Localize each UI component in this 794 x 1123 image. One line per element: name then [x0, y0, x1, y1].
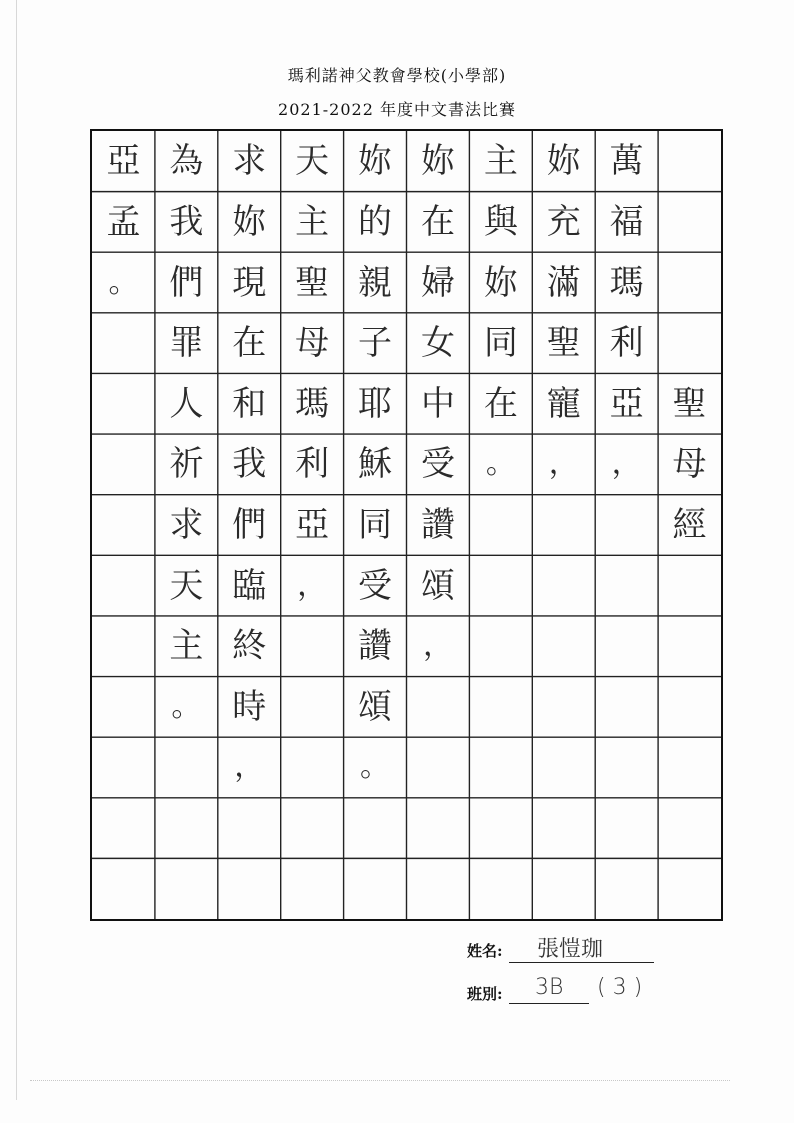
grid-character: 主: [169, 626, 204, 667]
grid-character: 天: [295, 141, 330, 182]
grid-character: 亞: [295, 504, 330, 545]
student-number: ( 3 ): [597, 975, 643, 1000]
grid-character: 滿: [546, 262, 581, 303]
grid-character: 女: [420, 323, 455, 364]
grid-character: 親: [358, 262, 393, 303]
name-label: 姓名:: [467, 942, 503, 960]
grid-character: 在: [420, 201, 455, 242]
scan-edge-bottom: [30, 1080, 730, 1082]
name-underline: [509, 962, 654, 963]
grid-character: 現: [232, 262, 267, 303]
grid-character: 福: [609, 201, 644, 242]
grid-character: 在: [483, 383, 518, 424]
grid-character: 天: [169, 565, 204, 606]
grid-punctuation: ，: [422, 628, 453, 664]
grid-punctuation: ，: [548, 446, 579, 482]
grid-character: 婦: [420, 262, 455, 303]
event-title: 2021-2022 年度中文書法比賽: [278, 100, 516, 119]
grid-punctuation: 。: [108, 264, 139, 300]
grid-character: 妳: [483, 262, 518, 303]
grid-character: 妳: [232, 201, 267, 242]
grid-punctuation: ，: [611, 446, 642, 482]
grid-character: 聖: [672, 383, 707, 424]
grid-character: 受: [420, 444, 455, 485]
grid-punctuation: 。: [360, 749, 391, 785]
grid-character: 的: [358, 201, 393, 242]
writing-grid: [90, 129, 723, 921]
grid-character: 們: [232, 504, 267, 545]
school-title: 瑪利諾神父教會學校(小學部): [287, 66, 507, 85]
grid-character: 人: [169, 383, 204, 424]
class-label: 班別:: [467, 985, 503, 1003]
grid-punctuation: 。: [171, 688, 202, 724]
grid-character: 同: [358, 504, 393, 545]
grid-character: 充: [546, 201, 581, 242]
grid-character: 祈: [169, 444, 204, 485]
grid-character: 聖: [295, 262, 330, 303]
grid-character: 臨: [232, 565, 267, 606]
grid-character: 母: [295, 323, 330, 364]
class-value: 3B: [535, 975, 564, 1000]
grid-character: 孟: [106, 201, 141, 242]
grid-punctuation: 。: [485, 446, 516, 482]
name-value: 張愷珈: [537, 937, 604, 962]
grid-character: 妳: [358, 141, 393, 182]
grid-character: 子: [358, 323, 393, 364]
grid-character: 求: [169, 504, 204, 545]
grid-character: 頌: [420, 565, 455, 606]
grid-character: 利: [609, 323, 644, 364]
grid-character: 我: [232, 444, 267, 485]
class-underline: [509, 1003, 589, 1004]
grid-character: 受: [358, 565, 393, 606]
grid-character: 為: [169, 141, 204, 182]
grid-character: 穌: [358, 444, 393, 485]
grid-character: 聖: [546, 323, 581, 364]
grid-character: 我: [169, 201, 204, 242]
grid-character: 中: [420, 383, 455, 424]
grid-character: 妳: [420, 141, 455, 182]
class-row: [467, 975, 643, 1004]
grid-punctuation: ，: [234, 749, 265, 785]
grid-character: 們: [169, 262, 204, 303]
grid-character: 罪: [169, 323, 204, 364]
grid-character: 同: [483, 323, 518, 364]
grid-character: 亞: [106, 141, 141, 182]
grid-character: 與: [483, 201, 518, 242]
grid-character: 讚: [420, 504, 455, 545]
grid-character: 耶: [358, 383, 393, 424]
grid-character: 時: [232, 686, 267, 727]
grid-character: 瑪: [295, 383, 330, 424]
grid-character: 主: [483, 141, 518, 182]
name-row: [467, 937, 604, 962]
grid-character: 在: [232, 323, 267, 364]
grid-character: 瑪: [609, 262, 644, 303]
grid-character: 亞: [609, 383, 644, 424]
grid-character: 讚: [358, 626, 393, 667]
grid-character: 母: [672, 444, 707, 485]
grid-character: 妳: [546, 141, 581, 182]
grid-character: 頌: [358, 686, 393, 727]
grid-character: 經: [672, 504, 707, 545]
grid-character: 和: [232, 383, 267, 424]
grid-character: 終: [232, 626, 267, 667]
grid-character: 寵: [546, 383, 581, 424]
scan-edge-left: [16, 0, 17, 1100]
grid-character: 萬: [609, 141, 644, 182]
grid-character: 求: [232, 141, 267, 182]
grid-character: 主: [295, 201, 330, 242]
grid-character: 利: [295, 444, 330, 485]
grid-punctuation: ，: [297, 567, 328, 603]
